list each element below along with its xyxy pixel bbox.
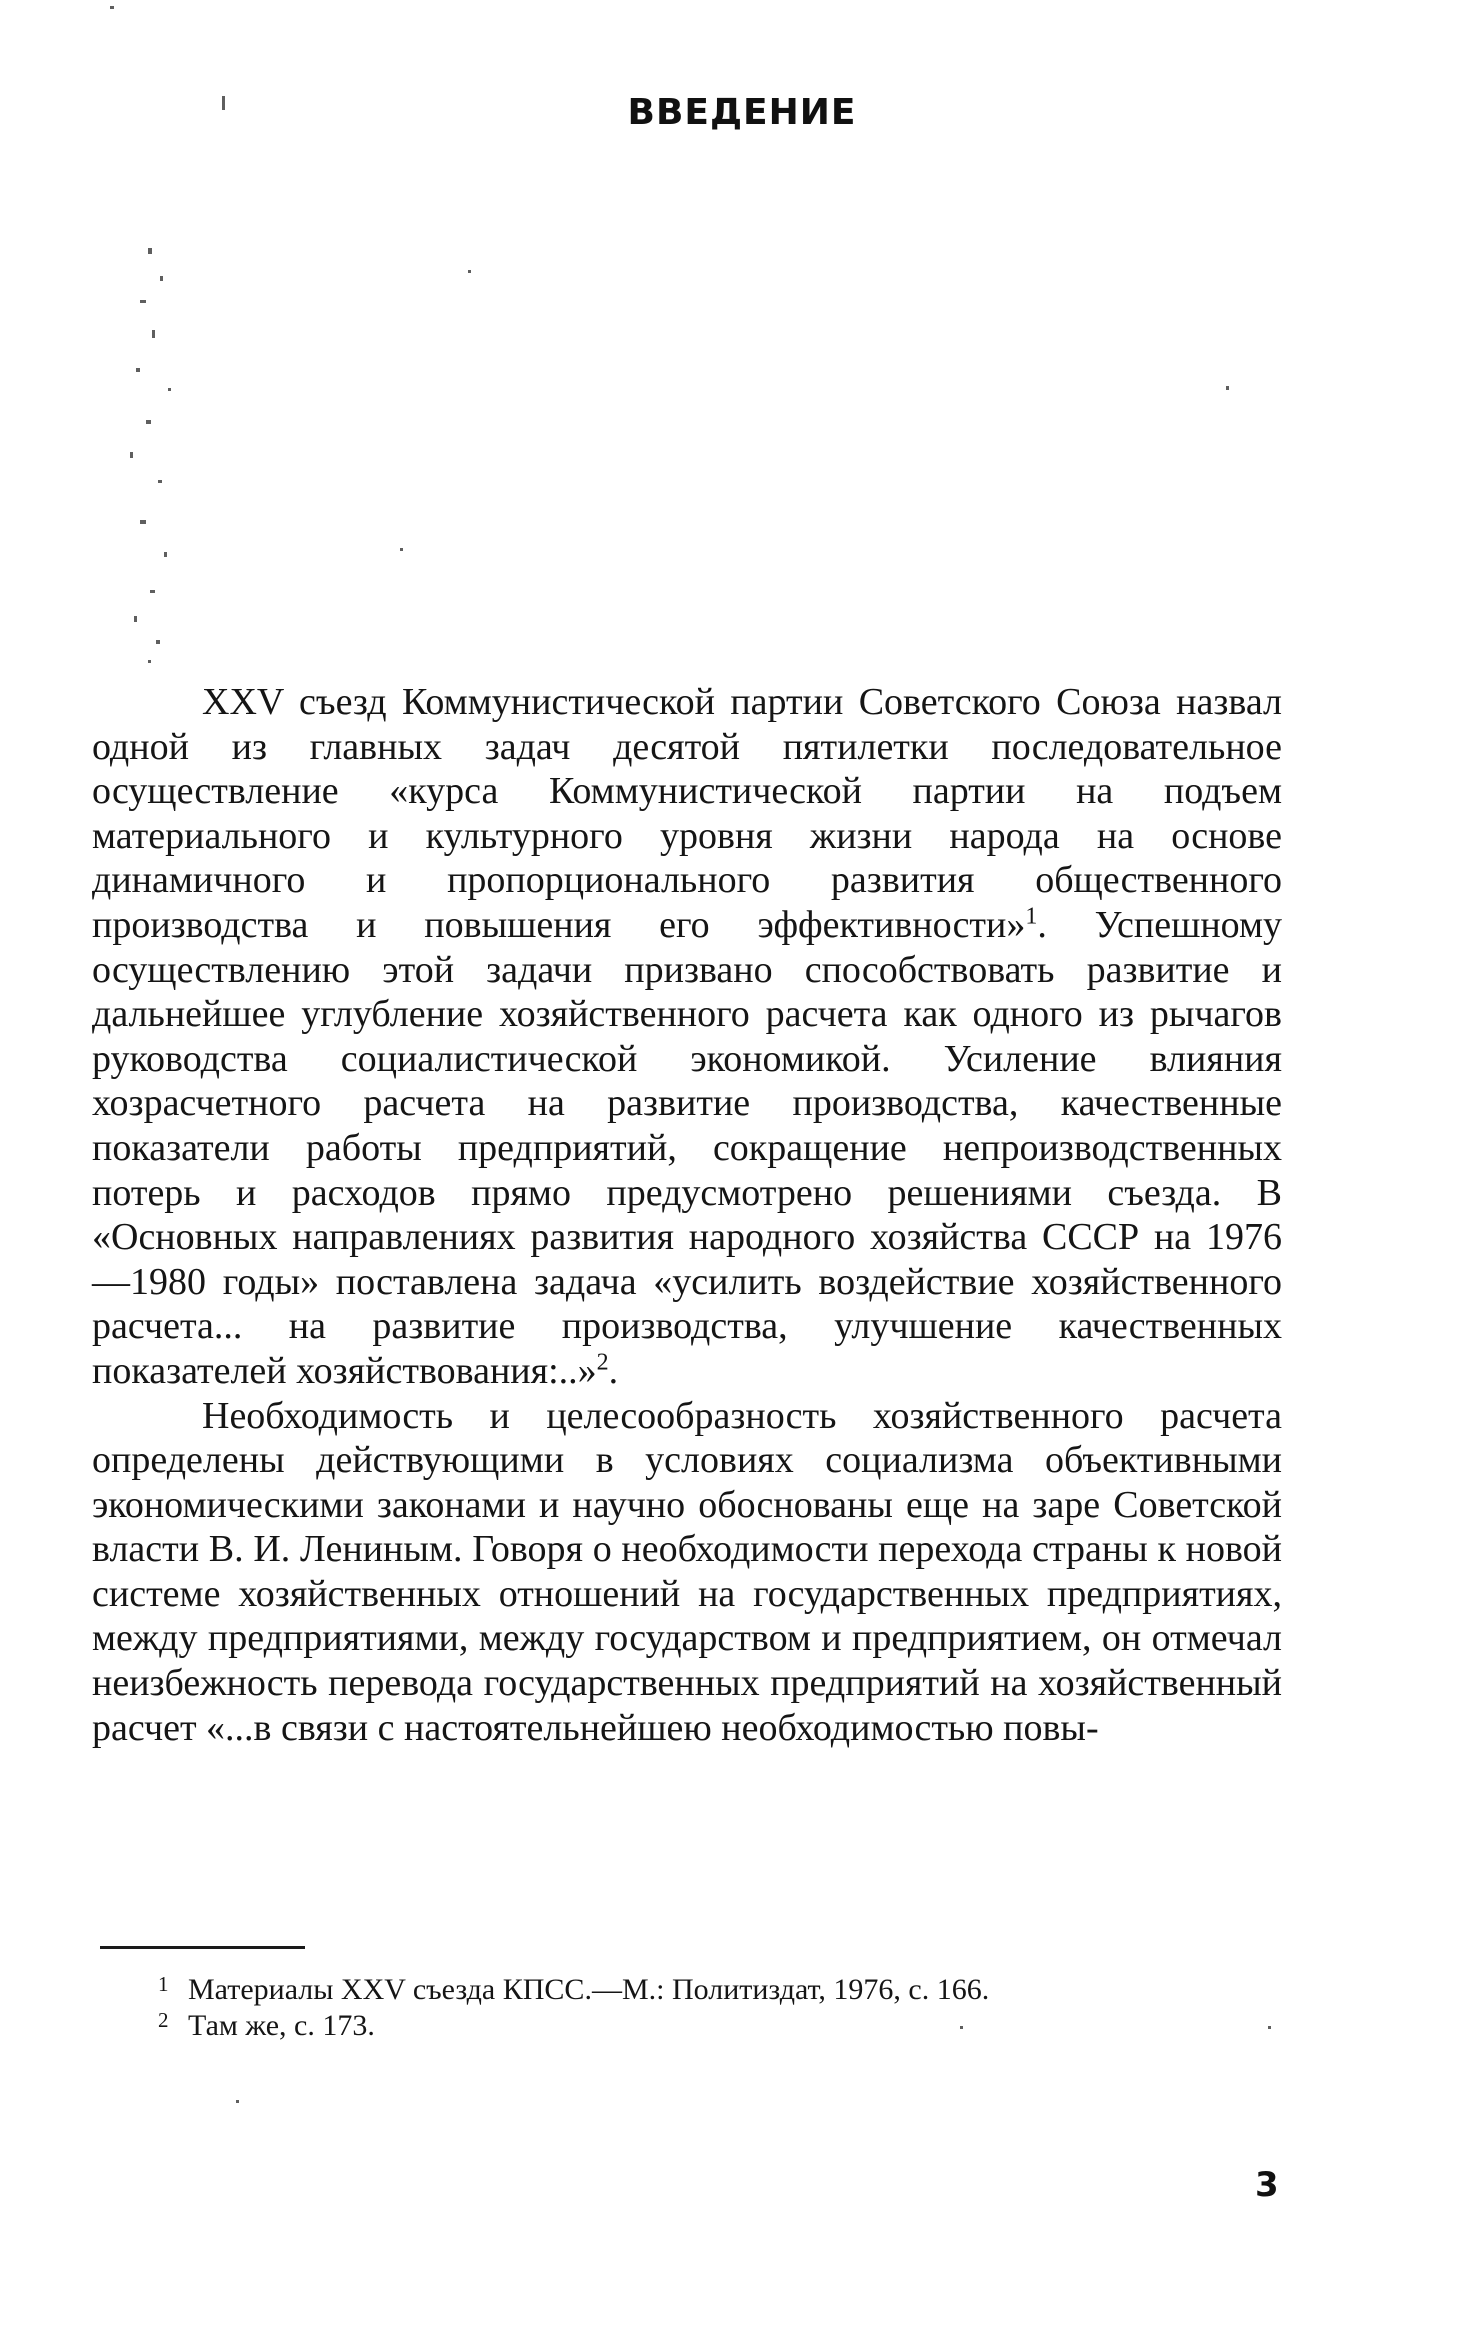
body-text [92,680,1282,1750]
page-heading: ВВЕДЕНИЕ [627,92,857,133]
footnote-2 [158,2008,1288,2044]
paragraph-1-text-c: . [608,1349,619,1392]
paragraph-1-text-b: . Успешному осуществлению этой задачи призвано способствовать развитие и дальнейшее углубление хозяйственного расчета как одного из рычагов руководства социалистической экономикой. Усиление влияния хозрасчетного расчета на развитие производства, качественные показатели работы предприятий, сокращение непроизводственных потерь и расходов прямо предусмотрено решениями съезда. В «Основных направлениях развития народного хозяйства СССР на 1976—1980 годы» поставлена задача «усилить воздействие хозяйственного расчета... на развитие производства, улучшение качественных показателей хозяйствования:..» [92,903,1282,1392]
footnote-1 [158,1972,1288,2008]
footnote-text-2: Там же, с. 173. [188,2009,375,2042]
footnote-number-1: 1 [158,1972,169,1996]
footnotes [158,1972,1288,2044]
footnote-ref-2: 2 [596,1349,609,1376]
paragraph-1 [92,680,1282,1394]
footnote-number-2: 2 [158,2008,169,2032]
footnote-divider [100,1946,305,1949]
page-number: 3 [1255,2165,1279,2205]
paragraph-2: Необходимость и целесообразность хозяйственного расчета определены действующими в условиях социализма объективными экономическими законами и научно обоснованы еще на заре Советской власти В. И. Лениным. Говоря о необходимости перехода страны к новой системе хозяйственных отношений на государственных предприятиях, между предприятиями, между государством и предприятием, он отмечал неизбежность перевода государственных предприятий на хозяйственный расчет «...в связи с настоятельнейшею необходимостью повы- [92,1394,1282,1749]
footnote-ref-1: 1 [1025,903,1038,930]
paragraph-1-text-a: XXV съезд Коммунистической партии Советского Союза назвал одной из главных задач десятой пятилетки последовательное осуществление «курса Коммунистической партии на подъем материального и культурного уровня жизни народа на основе динамичного и пропорционального развития общественного производства и повышения его эффективности» [92,681,1282,946]
footnote-text-1: Материалы XXV съезда КПСС.—М.: Политиздат, 1976, с. 166. [188,1973,990,2006]
